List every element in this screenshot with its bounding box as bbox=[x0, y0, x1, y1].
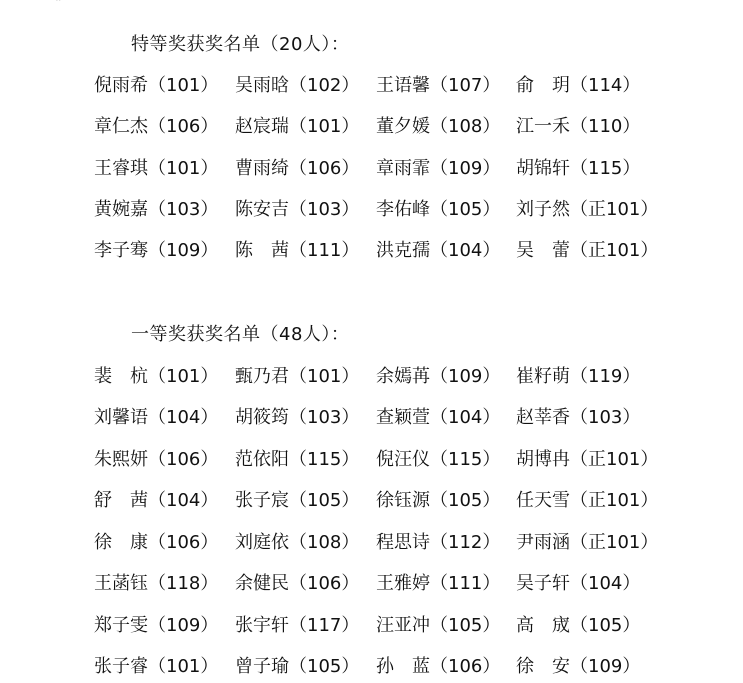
list-item: 查颖萱（104） bbox=[376, 407, 501, 428]
list-item: 刘馨语（104） bbox=[94, 407, 219, 428]
list-item: 章仁杰（106） bbox=[94, 116, 219, 137]
list-item: 裴 杭（101） bbox=[94, 366, 219, 387]
list-item: 范依阳（115） bbox=[235, 449, 360, 470]
list-item: 张子睿（101） bbox=[94, 656, 219, 677]
list-item: 陈安吉（103） bbox=[235, 199, 360, 220]
list-item: 余健民（106） bbox=[235, 573, 360, 594]
list-item: 舒 茜（104） bbox=[94, 490, 219, 511]
list-item: 李子骞（109） bbox=[94, 240, 219, 261]
list-item: 崔籽萌（119） bbox=[516, 366, 641, 387]
list-item: 高 宬（105） bbox=[516, 615, 641, 636]
list-item: 张宇轩（117） bbox=[235, 615, 360, 636]
list-item: 甄乃君（101） bbox=[235, 366, 360, 387]
list-item: 曾子瑜（105） bbox=[235, 656, 360, 677]
list-item: 俞 玥（114） bbox=[516, 75, 641, 96]
list-item: 任天雪（正101） bbox=[516, 490, 659, 511]
list-item: 胡博冉（正101） bbox=[516, 449, 659, 470]
list-item: 徐 安（109） bbox=[516, 656, 641, 677]
section-heading-first-prize: 一等奖获奖名单（48人）： bbox=[131, 324, 350, 345]
list-item: 徐钰源（105） bbox=[376, 490, 501, 511]
list-item: 洪克孺（104） bbox=[376, 240, 501, 261]
list-item: 王雅婷（111） bbox=[376, 573, 501, 594]
section-heading-special-prize: 特等奖获奖名单（20人）： bbox=[131, 34, 350, 55]
list-item: 胡锦轩（115） bbox=[516, 158, 641, 179]
list-item: 程思诗（112） bbox=[376, 532, 501, 553]
list-item: 曹雨绮（106） bbox=[235, 158, 360, 179]
list-item: 倪雨希（101） bbox=[94, 75, 219, 96]
list-item: 朱熙妍（106） bbox=[94, 449, 219, 470]
list-item: 王睿琪（101） bbox=[94, 158, 219, 179]
list-item: 余嫣苒（109） bbox=[376, 366, 501, 387]
list-item: 徐 康（106） bbox=[94, 532, 219, 553]
list-item: 董夕媛（108） bbox=[376, 116, 501, 137]
list-item: 李佑峰（105） bbox=[376, 199, 501, 220]
list-item: 黄婉嘉（103） bbox=[94, 199, 219, 220]
list-item: 吴雨晗（102） bbox=[235, 75, 360, 96]
list-item: 尹雨涵（正101） bbox=[516, 532, 659, 553]
list-item: 汪亚冲（105） bbox=[376, 615, 501, 636]
list-item: 吴子轩（104） bbox=[516, 573, 641, 594]
list-item: 赵莘香（103） bbox=[516, 407, 641, 428]
list-item: 王菡钰（118） bbox=[94, 573, 219, 594]
list-item: 刘子然（正101） bbox=[516, 199, 659, 220]
list-item: 王语馨（107） bbox=[376, 75, 501, 96]
list-item: 孙 蓝（106） bbox=[376, 656, 501, 677]
list-item: 江一禾（110） bbox=[516, 116, 641, 137]
list-item: 张子宸（105） bbox=[235, 490, 360, 511]
list-item: 郑子雯（109） bbox=[94, 615, 219, 636]
list-item: 陈 茜（111） bbox=[235, 240, 360, 261]
list-item: 倪汪仪（115） bbox=[376, 449, 501, 470]
list-item: 章雨霏（109） bbox=[376, 158, 501, 179]
corner-mark: ⠉ bbox=[55, 0, 62, 9]
list-item: 赵宸瑞（101） bbox=[235, 116, 360, 137]
list-item: 吴 蕾（正101） bbox=[516, 240, 659, 261]
list-item: 刘庭依（108） bbox=[235, 532, 360, 553]
list-item: 胡筱筠（103） bbox=[235, 407, 360, 428]
